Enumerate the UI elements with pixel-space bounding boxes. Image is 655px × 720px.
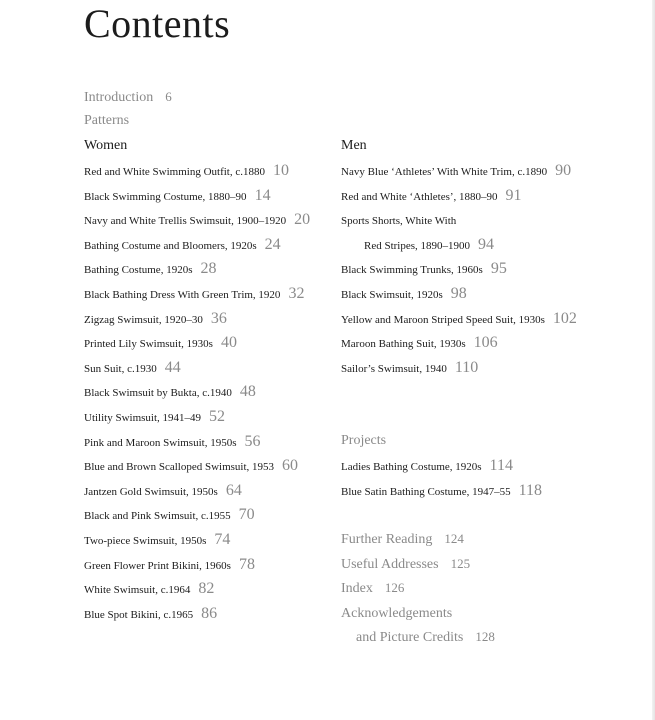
women-entry-page: 64 — [225, 481, 242, 499]
women-entry-title: Bathing Costume and Bloomers, 1920s — [84, 239, 257, 252]
patterns-label: Patterns — [84, 113, 130, 128]
men-entry-title: Yellow and Maroon Striped Speed Suit, 1930s — [341, 313, 545, 326]
women-entry-page: 10 — [272, 162, 289, 179]
project-entry-page: 118 — [518, 481, 542, 499]
back-matter-entry[interactable] — [341, 580, 404, 597]
men-entry[interactable] — [341, 286, 467, 303]
women-entry-page: 82 — [198, 580, 215, 598]
back-matter-entry-title: Useful Addresses — [341, 556, 439, 572]
women-entry-title: Black and Pink Swimsuit, c.1955 — [84, 510, 231, 523]
women-entry-page: 28 — [200, 260, 217, 278]
women-entry-title: Zigzag Swimsuit, 1920–30 — [84, 313, 203, 326]
men-entry[interactable] — [341, 212, 456, 229]
back-matter-entry[interactable] — [341, 556, 470, 573]
women-entry[interactable] — [84, 237, 281, 254]
men-entry[interactable] — [341, 163, 571, 180]
women-entry-title: Black Swimsuit by Bukta, c.1940 — [84, 387, 232, 400]
women-entry-title: Sun Suit, c.1930 — [84, 362, 157, 375]
women-entry[interactable] — [84, 581, 214, 598]
women-heading: Women — [84, 138, 128, 153]
men-entry-page: 110 — [454, 358, 479, 376]
project-entry-page: 114 — [489, 457, 513, 474]
women-entry-title: Green Flower Print Bikini, 1960s — [84, 559, 231, 572]
back-matter-entry[interactable] — [341, 531, 464, 548]
women-entry[interactable] — [84, 188, 271, 205]
men-entry-page: 106 — [473, 334, 498, 352]
women-entry-title: Jantzen Gold Swimsuit, 1950s — [84, 485, 218, 498]
men-entry[interactable] — [341, 188, 522, 205]
women-entry-page: 14 — [254, 186, 271, 204]
women-entry[interactable] — [84, 557, 255, 574]
women-entry-title: Utility Swimsuit, 1941–49 — [84, 412, 202, 424]
men-entry-page: 94 — [478, 235, 495, 253]
women-entry[interactable] — [84, 261, 216, 278]
women-entry[interactable] — [84, 507, 255, 524]
project-entry-title: Blue Satin Bathing Costume, 1947–55 — [341, 485, 511, 498]
women-entry[interactable] — [84, 606, 217, 623]
women-entry[interactable] — [84, 212, 310, 229]
men-entry-title: Black Swimming Trunks, 1960s — [341, 264, 483, 277]
men-entry-page: 102 — [552, 309, 577, 327]
back-matter-entry[interactable] — [341, 605, 452, 622]
men-entry-title: Red Stripes, 1890–1900 — [364, 239, 471, 252]
back-matter-entry-title: and Picture Credits — [356, 630, 464, 646]
men-entry-title: Red and White ‘Athletes’, 1880–90 — [341, 190, 498, 203]
men-entry-page: 98 — [450, 285, 467, 302]
men-heading: Men — [341, 138, 367, 153]
back-matter-entry-page: 128 — [475, 629, 495, 645]
men-entry-title: Sailor’s Swimsuit, 1940 — [341, 362, 447, 375]
back-matter-entry[interactable] — [356, 629, 495, 646]
back-matter-entry-page: 126 — [384, 580, 405, 596]
women-entry-title: Black Swimming Costume, 1880–90 — [84, 190, 247, 203]
women-entry-page: 20 — [294, 211, 311, 229]
men-entry[interactable] — [341, 311, 577, 328]
men-entry-title: Black Swimsuit, 1920s — [341, 289, 443, 301]
women-entry[interactable] — [84, 360, 181, 377]
women-entry-title: White Swimsuit, c.1964 — [84, 584, 191, 597]
women-entry-page: 52 — [209, 408, 226, 425]
women-entry-page: 60 — [282, 457, 299, 475]
men-entry-title: Navy Blue ‘Athletes’ With White Trim, c.1890 — [341, 166, 548, 178]
men-entry[interactable] — [364, 237, 494, 254]
women-entry-page: 78 — [238, 555, 255, 573]
project-entry[interactable] — [341, 458, 513, 475]
women-entry[interactable] — [84, 335, 237, 352]
women-entry[interactable] — [84, 286, 304, 303]
women-entry-title: Red and White Swimming Outfit, c.1880 — [84, 166, 265, 178]
women-entry-page: 86 — [201, 604, 218, 622]
women-entry-title: Bathing Costume, 1920s — [84, 264, 193, 277]
women-entry[interactable] — [84, 384, 256, 401]
back-matter-entry-title: Further Reading — [341, 532, 433, 547]
women-entry-page: 32 — [288, 285, 305, 302]
back-matter-entry-title: Index — [341, 581, 373, 597]
women-entry[interactable] — [84, 458, 298, 475]
men-entry-title: Sports Shorts, White With — [341, 215, 457, 228]
men-entry[interactable] — [341, 335, 498, 352]
intro-label: Introduction — [84, 90, 154, 105]
women-entry-title: Two-piece Swimsuit, 1950s — [84, 535, 207, 547]
women-entry[interactable] — [84, 163, 289, 180]
women-entry-title: Pink and Maroon Swimsuit, 1950s — [84, 436, 237, 449]
page-title: Contents — [84, 1, 231, 46]
back-matter-entry-page: 124 — [444, 531, 464, 546]
women-entry-title: Black Bathing Dress With Green Trim, 1920 — [84, 289, 281, 301]
men-entry[interactable] — [341, 261, 507, 278]
intro-entry[interactable] — [84, 89, 172, 106]
men-entry[interactable] — [341, 360, 478, 377]
women-entry-page: 24 — [264, 235, 281, 253]
women-entry-title: Blue and Brown Scalloped Swimsuit, 1953 — [84, 461, 275, 474]
project-entry-title: Ladies Bathing Costume, 1920s — [341, 461, 482, 473]
women-entry-page: 74 — [214, 531, 231, 548]
women-entry-page: 56 — [244, 432, 261, 450]
men-entry-page: 95 — [490, 260, 507, 278]
women-entry[interactable] — [84, 532, 230, 549]
women-entry-page: 70 — [238, 506, 255, 524]
women-entry[interactable] — [84, 483, 242, 500]
men-entry-page: 91 — [505, 186, 522, 204]
women-entry-page: 44 — [164, 358, 181, 376]
men-entry-page: 90 — [555, 162, 572, 179]
women-entry-title: Blue Spot Bikini, c.1965 — [84, 608, 194, 621]
women-entry-page: 40 — [220, 334, 237, 352]
women-entry-title: Printed Lily Swimsuit, 1930s — [84, 338, 213, 351]
women-entry[interactable] — [84, 434, 260, 451]
women-entry-title: Navy and White Trellis Swimsuit, 1900–1920 — [84, 215, 287, 228]
men-entry-title: Maroon Bathing Suit, 1930s — [341, 338, 466, 351]
women-entry-page: 36 — [210, 309, 227, 327]
intro-page: 6 — [165, 89, 172, 104]
women-entry-page: 48 — [239, 383, 256, 401]
project-entry[interactable] — [341, 483, 542, 500]
women-entry[interactable] — [84, 311, 227, 328]
back-matter-entry-page: 125 — [450, 555, 471, 571]
back-matter-entry-title: Acknowledgements — [341, 605, 453, 621]
projects-heading: Projects — [341, 433, 387, 448]
women-entry[interactable] — [84, 409, 225, 426]
